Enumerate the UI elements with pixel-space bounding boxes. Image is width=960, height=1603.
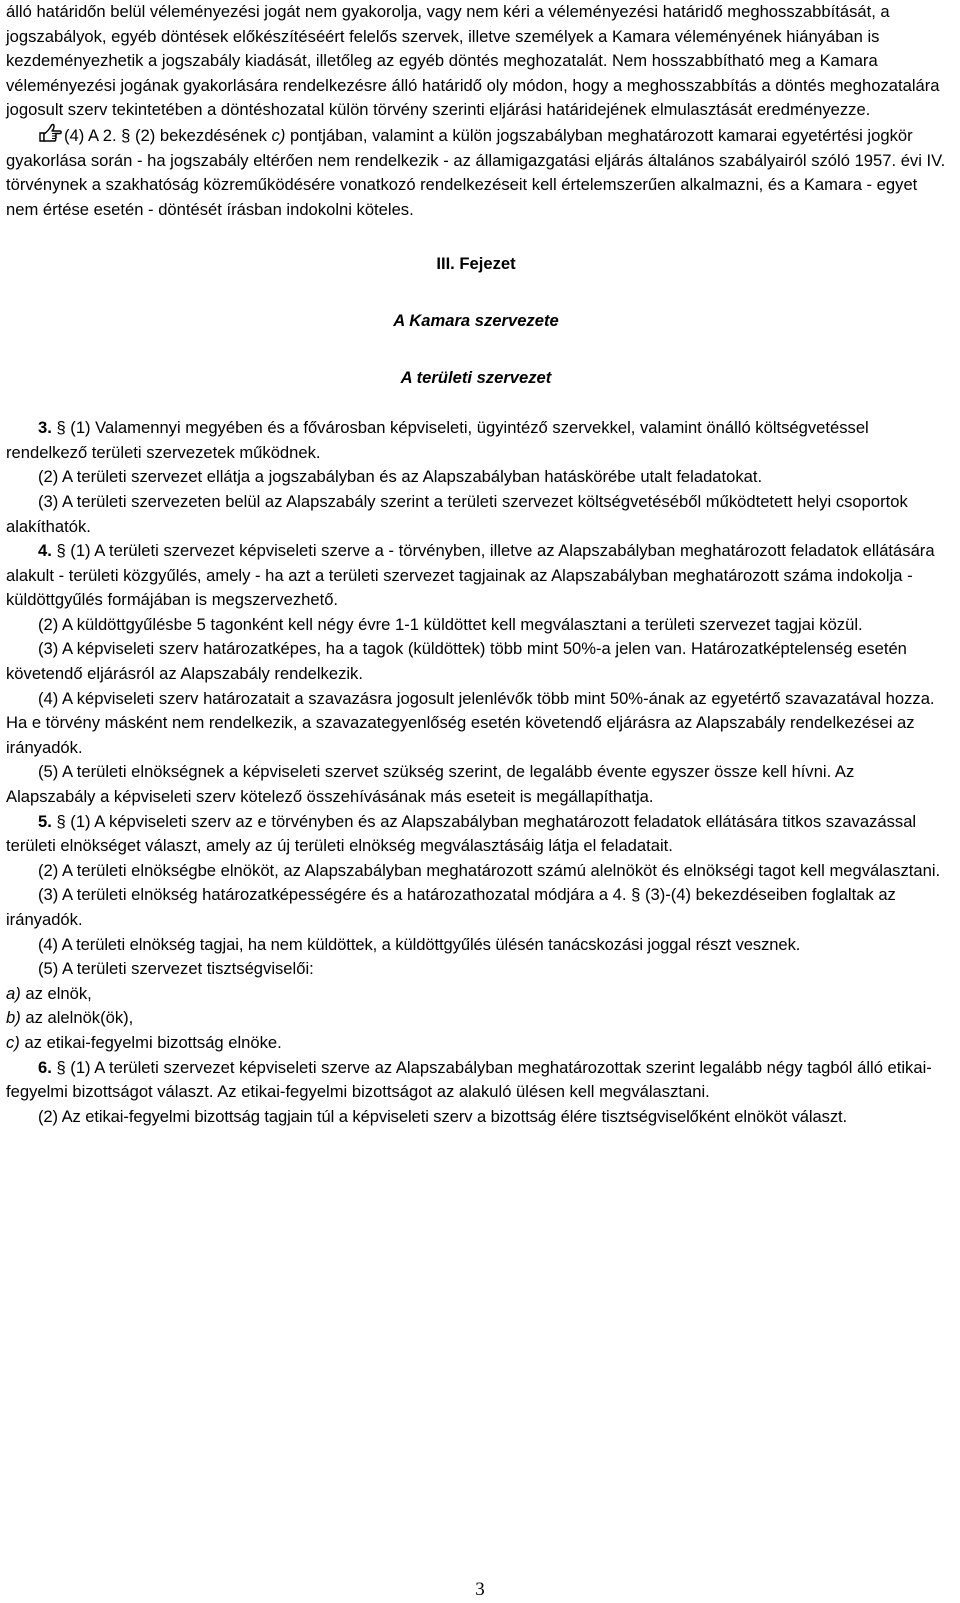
section-4-paragraph-3: (3) A képviseleti szerv határozatképes, ha a tagok (küldöttek) több mint 50%-a jelen van. Határozatképtelenség esetén követendő eljárásról az Alapszabály rendelkezik. xyxy=(6,639,907,684)
section-4-paragraph-2: (2) A küldöttgyűlésbe 5 tagonként kell négy évre 1-1 küldöttet kell megválasztani a területi szervezet tagjai közül. xyxy=(38,614,863,634)
section-3-paragraph-1: 3. § (1) Valamennyi megyében és a fővárosban képviseleti, ügyintéző szervekkel, valamint önálló költségvetéssel rendelkező területi szervezetek működnek. xyxy=(6,418,869,462)
page-number: 3 xyxy=(475,1579,485,1600)
chapter-heading: III. Fejezet xyxy=(436,254,516,274)
section-4-paragraph-5: (5) A területi elnökségnek a képviseleti szervet szükség szerint, de legalább évente egyszer össze kell hívni. Az Alapszabály a képviseleti szerv kötelező összehívásának más eseteit is megállapíthatja. xyxy=(6,762,855,807)
section-5-paragraph-3: (3) A területi elnökség határozatképességére és a határozathozatal módjára a 4. § (3)-(4) bekezdéseiben foglaltak az irányadók. xyxy=(6,885,896,929)
section-3-paragraph-3: (3) A területi szervezeten belül az Alapszabály szerint a területi szervezet költségvetéséből működtetett helyi csoportok alakíthatók. xyxy=(6,491,908,536)
section-5-paragraph-5: (5) A területi szervezet tisztségviselői: xyxy=(38,959,314,979)
section-6-paragraph-2: (2) Az etikai-fegyelmi bizottság tagjain túl a képviseleti szerv a bizottság élére tisztségviselőként elnököt választ. xyxy=(38,1106,848,1126)
intro-paragraph: álló határidőn belül véleményezési jogát nem gyakorolja, vagy nem kéri a véleményezési határidő meghosszabbítását, a jogszabályok, egyéb döntések előkészítéséért felelős szervek, illetve személyek a Kamara véleményének hiányában is kezdeményezhetik a jogszabály kiadását, illetőleg az egyéb döntés meghozatalát. Nem hosszabbítható meg a Kamara véleményezési jogának gyakorlására rendelkezésre álló határidő oly módon, hogy a meghosszabbítás a döntés meghozatalára jogosult szerv tekintetében a döntéshozatal külön törvény szerinti eljárási határidejének elmulasztását eredményezze. xyxy=(6,2,940,120)
section-4-paragraph-1: 4. § (1) A területi szervezet képviseleti szerve a - törvényben, illetve az Alapszabályban meghatározott feladatok ellátására alakult - területi közgyűlés, amely - ha azt a területi szervezet tagjainak az Alapszabályban meghatározott száma indokolja - küldöttgyűlés formájában is megszervezhető. xyxy=(6,541,935,610)
section-subtitle: A területi szervezet xyxy=(400,367,552,387)
section-4-paragraph-4: (4) A képviseleti szerv határozatait a szavazásra jogosult jelenlévők több mint 50%-ának az egyetértő szavazatával hozza. Ha e törvény másként nem rendelkezik, a szavazategyenlőség esetén követendő eljárásra az Alapszabály rendelkezései az irányadók. xyxy=(6,688,935,757)
section-5-paragraph-2: (2) A területi elnökségbe elnököt, az Alapszabályban meghatározott számú alelnököt és elnökségi tagot kell megválasztani. xyxy=(38,860,941,880)
list-item: b) az alelnök(ök), xyxy=(6,1008,134,1028)
list-item: a) az elnök, xyxy=(6,983,92,1003)
section-5-paragraph-4: (4) A területi elnökség tagjai, ha nem küldöttek, a küldöttgyűlés ülésén tanácskozási joggal részt vesznek. xyxy=(38,934,801,954)
chapter-title: A Kamara szervezete xyxy=(393,310,559,330)
pointing-hand-icon xyxy=(38,123,62,143)
intro-paragraph-4: (4) A 2. § (2) bekezdésének c) pontjában, valamint a külön jogszabályban meghatározott kamarai egyetértési jogkör gyakorlása során - ha jogszabály eltérően nem rendelkezik - az államigazgatási eljárás általános szabályairól szóló 1957. évi IV. törvénynek a szakhatóság közreműködésére vonatkozó rendelkezéseit kell értelemszerűen alkalmazni, és a Kamara - egyet nem értése esetén - döntését írásban indokolni köteles. xyxy=(6,123,946,222)
section-5-paragraph-1: 5. § (1) A képviseleti szerv az e törvényben és az Alapszabályban meghatározott feladatok ellátására titkos szavazással területi elnökséget választ, amely az új területi elnökség megválasztásáig látja el feladatait. xyxy=(6,811,917,856)
section-3-paragraph-2: (2) A területi szervezet ellátja a jogszabályban és az Alapszabályban hatáskörébe utalt feladatokat. xyxy=(38,467,763,487)
document-page xyxy=(6,0,946,1129)
list-item: c) az etikai-fegyelmi bizottság elnöke. xyxy=(6,1032,282,1052)
section-6-paragraph-1: 6. § (1) A területi szervezet képviseleti szerve az Alapszabályban meghatározottak szerint legalább négy tagból álló etikai-fegyelmi bizottságot választ. Az etikai-fegyelmi bizottságot az alakuló ülésen kell megválasztani. xyxy=(6,1057,932,1102)
